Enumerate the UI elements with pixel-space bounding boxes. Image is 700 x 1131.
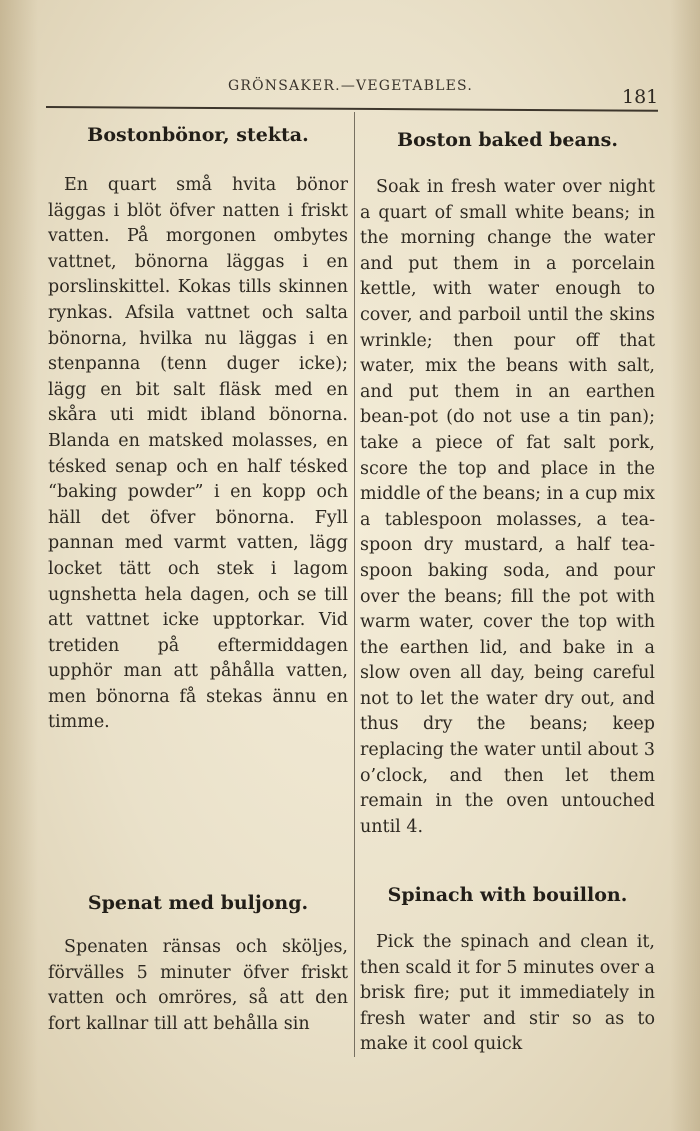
recipe-title-swedish-2: Spenat med buljong. [87, 892, 309, 914]
running-head: GRÖNSAKER.—VEGETABLES. [228, 78, 473, 94]
recipe-paragraph: Spenaten ränsas och sköljes, förvälles 5 minuter öfver friskt vatten och omröres, så att den fort kallnar till att behålla sin [48, 937, 348, 1034]
recipe-text-swedish-2 [48, 935, 348, 1037]
page-edge-shadow-left [0, 0, 38, 1131]
recipe-paragraph: En quart små hvita bönor läggas i blöt öfver natten i friskt vatten. På morgonen ombytes vattnet, bönorna läggas i en porslinskittel. Kokas tills skinnen rynkas. Afsila vattnet och salta bönorna, hvilka nu läggas i en stenpanna (tenn duger icke); lägg en bit salt fläsk med en skåra uti midt ibland bönorna. Blanda en matsked molasses, en tésked senap och en half tésked “baking powder” i en kopp och häll det öfver bönorna. Fyll pannan med varmt vatten, lägg locket tätt och stek i lagom ugnshetta hela dagen, och se till att vattnet icke upptorkar. Vid tretiden på eftermiddagen upphör man att påhålla vatten, men bönorna få stekas ännu en timme. [48, 175, 348, 733]
recipe-title-swedish-1: Bostonbönor, stekta. [87, 124, 309, 146]
recipe-text-english-2 [360, 930, 655, 1058]
header-rule [46, 106, 658, 112]
recipe-text-english-1 [360, 175, 655, 840]
recipe-paragraph: Pick the spinach and clean it, then scald it for 5 minutes over a brisk fire; put it immediately in fresh water and stir so as to make it cool quick [360, 932, 655, 1055]
recipe-title-english-1: Boston baked beans. [397, 129, 618, 151]
page-number: 181 [622, 86, 659, 108]
column-divider [354, 112, 355, 1057]
recipe-title-english-2: Spinach with bouillon. [387, 884, 628, 906]
recipe-text-swedish-1 [48, 173, 348, 736]
recipe-paragraph: Soak in fresh water over night a quart of small white beans; in the morning change the water and put them in a porcelain kettle, with water enough to cover, and parboil until the skins wrinkle; then pour off that water, mix the beans with salt, and put them in an earthen bean-pot (do not use a tin pan); take a piece of fat salt pork, score the top and place in the middle of the beans; in a cup mix a tablespoon molasses, a tea-spoon dry mustard, a half tea-spoon baking soda, and pour over the beans; fill the pot with warm water, cover the top with the earthen lid, and bake in a slow oven all day, being careful not to let the water dry out, and thus dry the beans; keep replacing the water until about 3 o’clock, and then let them remain in the oven untouched until 4. [360, 177, 655, 837]
page-edge-shadow-right [670, 0, 700, 1131]
